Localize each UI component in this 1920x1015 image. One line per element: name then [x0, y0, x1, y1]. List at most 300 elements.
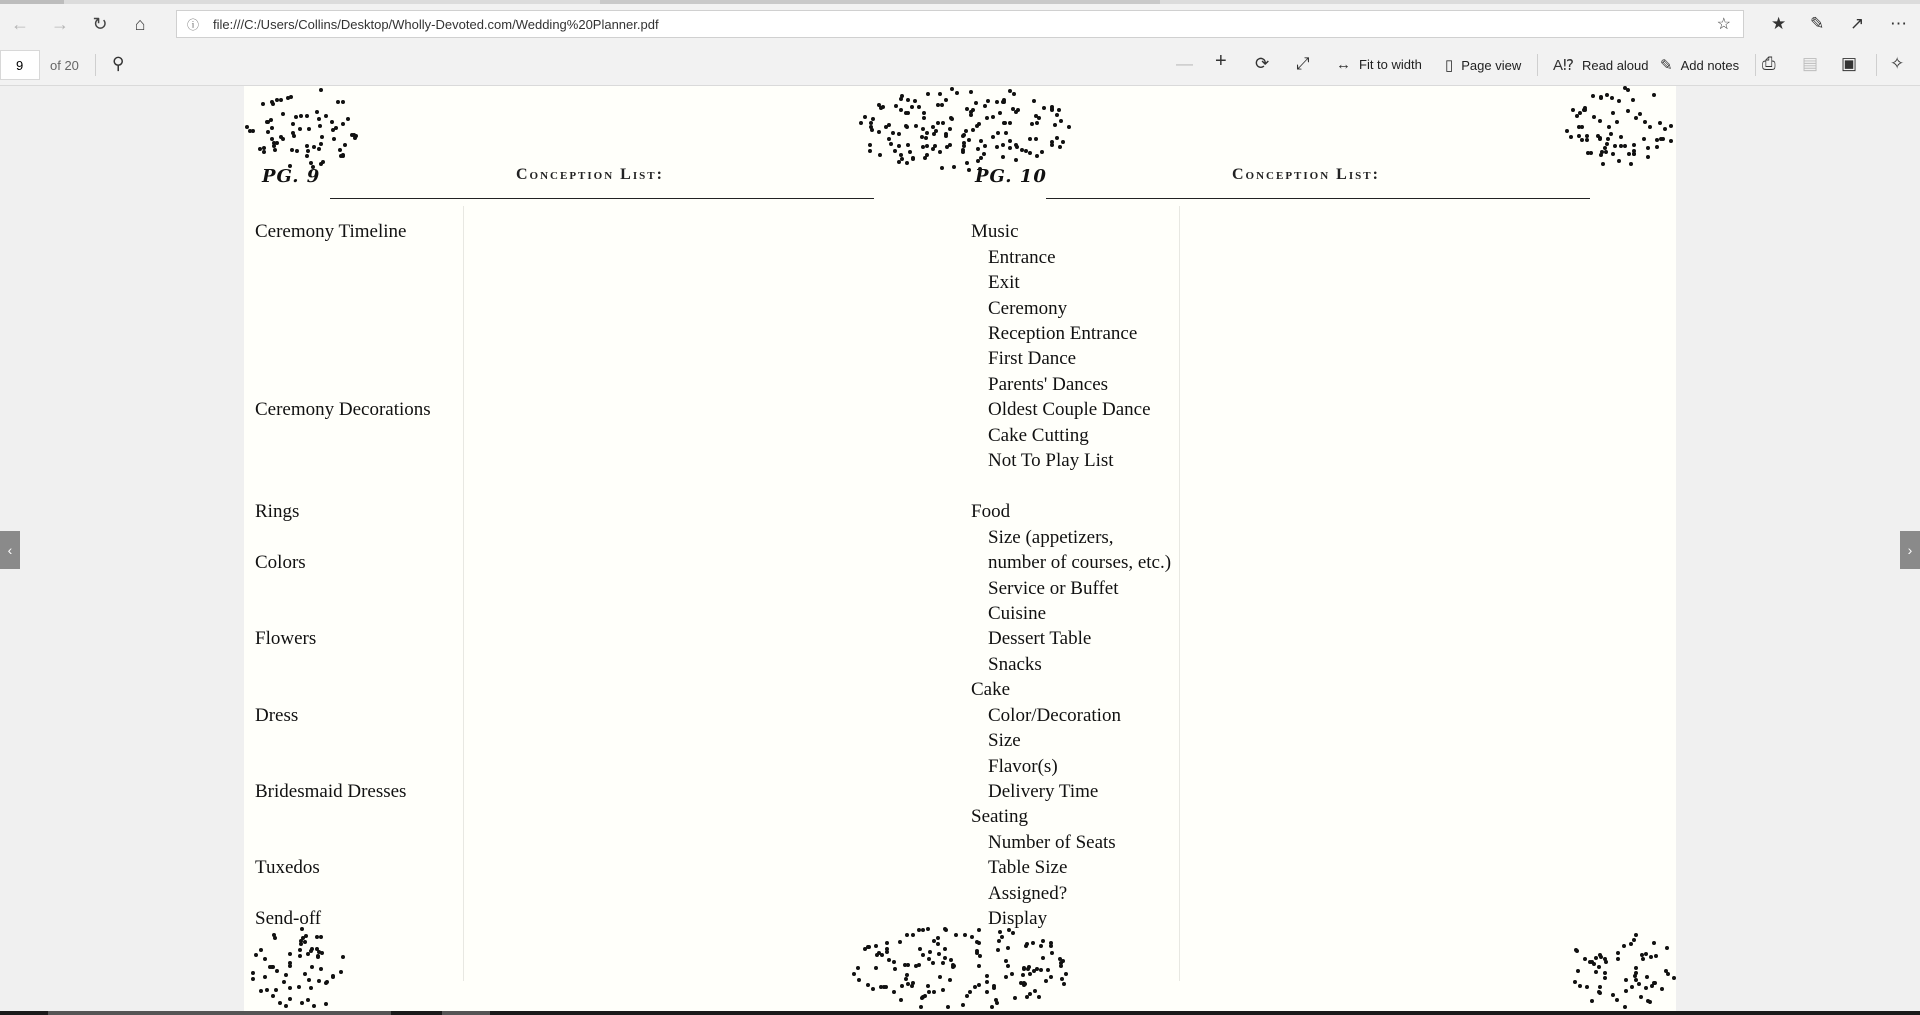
dot	[977, 983, 981, 987]
dot	[863, 115, 867, 119]
dot	[1603, 976, 1607, 980]
dot	[1630, 985, 1634, 989]
dot	[317, 950, 321, 954]
dot	[910, 984, 914, 988]
dot	[995, 1001, 999, 1005]
dot	[897, 144, 901, 148]
dot	[921, 145, 925, 149]
dot	[315, 935, 319, 939]
dot	[330, 120, 334, 124]
dot	[303, 940, 307, 944]
url-input[interactable]	[176, 10, 1744, 38]
list-item: Reception Entrance	[988, 323, 1138, 344]
dot	[286, 96, 290, 100]
dot	[948, 978, 952, 982]
dot	[1606, 137, 1610, 141]
dot	[941, 121, 945, 125]
dot	[1578, 111, 1582, 115]
page-total: of 20	[50, 58, 79, 73]
toolbar-divider	[1537, 54, 1538, 76]
dot	[1605, 142, 1609, 146]
dot	[1041, 939, 1045, 943]
dot	[985, 990, 989, 994]
dot	[897, 132, 901, 136]
dot	[1634, 978, 1638, 982]
save-icon[interactable]: ▤	[1802, 54, 1819, 73]
dot	[1011, 931, 1015, 935]
dot	[991, 115, 995, 119]
dot	[1006, 964, 1010, 968]
dot	[943, 927, 947, 931]
dot	[967, 168, 971, 172]
dot	[1605, 93, 1609, 97]
share-icon[interactable]: ↗	[1850, 14, 1865, 33]
list-item: Assigned?	[988, 883, 1068, 904]
dot	[1598, 991, 1602, 995]
dot	[1648, 125, 1652, 129]
dot	[1665, 946, 1669, 950]
dot	[1624, 989, 1628, 993]
dot	[875, 953, 879, 957]
dot	[1062, 982, 1066, 986]
dot	[962, 133, 966, 137]
list-item: Delivery Time	[988, 781, 1099, 802]
dot	[294, 115, 298, 119]
dot	[900, 984, 904, 988]
dot	[298, 954, 302, 958]
save-as-icon[interactable]: ▣	[1841, 54, 1858, 73]
dot	[1598, 119, 1602, 123]
list-item: number of courses, etc.)	[988, 552, 1172, 573]
dot	[1057, 108, 1061, 112]
dot	[290, 148, 294, 152]
dot	[1055, 136, 1059, 140]
dot	[1061, 140, 1065, 144]
dot	[941, 988, 945, 992]
dot	[899, 97, 903, 101]
dot	[925, 131, 929, 135]
dot	[1001, 143, 1005, 147]
pdf-viewport[interactable]	[0, 86, 1920, 1015]
dot	[1654, 954, 1658, 958]
list-item: Cake Cutting	[988, 425, 1089, 446]
dot	[339, 970, 343, 974]
dot	[1615, 998, 1619, 1002]
info-icon[interactable]: ⓘ	[187, 18, 200, 32]
dot	[908, 150, 912, 154]
dot	[893, 967, 897, 971]
dot	[1590, 999, 1594, 1003]
dot	[892, 960, 896, 964]
column-rule	[463, 206, 464, 981]
more-icon[interactable]: ⋯	[1890, 14, 1907, 33]
dot	[977, 122, 981, 126]
dot	[998, 930, 1002, 934]
dot	[299, 114, 303, 118]
read-aloud-label: Read aloud	[1582, 57, 1649, 73]
dot	[887, 123, 891, 127]
dot	[1601, 162, 1605, 166]
dot	[1000, 935, 1004, 939]
dot	[1021, 973, 1025, 977]
dot	[866, 983, 870, 987]
next-page-icon[interactable]: ›	[1900, 531, 1920, 569]
dot	[921, 127, 925, 131]
dot	[1599, 95, 1603, 99]
dot	[897, 160, 901, 164]
dot	[904, 111, 908, 115]
previous-page-icon[interactable]: ‹	[0, 531, 20, 569]
dot	[911, 157, 915, 161]
dot	[977, 964, 981, 968]
dot	[985, 974, 989, 978]
dot	[1008, 139, 1012, 143]
dot	[950, 87, 954, 91]
zoom-out-icon[interactable]: —	[1176, 54, 1193, 73]
dot	[961, 150, 965, 154]
dot	[962, 144, 966, 148]
dot	[1598, 137, 1602, 141]
dot	[319, 142, 323, 146]
dot	[950, 117, 954, 121]
dot	[259, 989, 263, 993]
zoom-in-icon[interactable]: +	[1215, 50, 1227, 72]
dot	[1055, 113, 1059, 117]
dot	[1576, 969, 1580, 973]
dot	[1627, 152, 1631, 156]
list-item: Seating	[971, 806, 1028, 827]
dot	[857, 978, 861, 982]
dot	[1067, 125, 1071, 129]
page-label: PG. 10	[975, 166, 1047, 187]
dot	[1610, 96, 1614, 100]
dot	[254, 953, 258, 957]
dot	[970, 935, 974, 939]
dot	[1583, 106, 1587, 110]
dot	[903, 963, 907, 967]
dot	[1049, 941, 1053, 945]
fit-to-width-button[interactable]	[1336, 56, 1422, 73]
dot	[891, 131, 895, 135]
read-aloud-icon: A⁉	[1553, 57, 1574, 74]
dot	[893, 149, 897, 153]
dot	[877, 130, 881, 134]
fit-to-width-label: Fit to width	[1359, 57, 1422, 72]
dot	[985, 116, 989, 120]
dot	[305, 154, 309, 158]
dot	[926, 984, 930, 988]
dot	[336, 100, 340, 104]
dot	[295, 149, 299, 153]
dot	[271, 994, 275, 998]
dot	[899, 108, 903, 112]
dot	[263, 957, 267, 961]
dot	[905, 933, 909, 937]
dot	[952, 165, 956, 169]
dot	[955, 91, 959, 95]
dot	[331, 128, 335, 132]
dot	[1053, 123, 1057, 127]
read-aloud-button[interactable]	[1553, 56, 1649, 74]
dot	[927, 990, 931, 994]
dot	[954, 933, 958, 937]
dot	[1649, 955, 1653, 959]
dot	[262, 150, 266, 154]
dot	[1049, 975, 1053, 979]
dot	[868, 149, 872, 153]
dot	[1603, 971, 1607, 975]
forward-arrow-icon[interactable]: →	[51, 13, 69, 34]
dot	[1580, 138, 1584, 142]
list-item: Parents' Dances	[988, 374, 1109, 395]
dot	[889, 142, 893, 146]
dot	[926, 92, 930, 96]
list-item: Rings	[255, 501, 300, 522]
dot	[300, 1001, 304, 1005]
dot	[917, 105, 921, 109]
dot	[315, 110, 319, 114]
dot	[995, 100, 999, 104]
dot	[1064, 972, 1068, 976]
dot	[1652, 93, 1656, 97]
dot	[879, 106, 883, 110]
dot	[341, 955, 345, 959]
dot	[1039, 944, 1043, 948]
list-item: Music	[971, 221, 1019, 242]
dot	[978, 954, 982, 958]
toolbar-divider	[95, 54, 96, 76]
home-icon[interactable]: ⌂	[134, 13, 146, 34]
dot	[1632, 938, 1636, 942]
dot	[871, 987, 875, 991]
star-icon[interactable]: ☆	[1716, 16, 1731, 33]
dot	[969, 90, 973, 94]
list-item: Ceremony Decorations	[255, 399, 431, 420]
dot	[1004, 959, 1008, 963]
page-view-button[interactable]	[1445, 56, 1521, 74]
dot	[921, 953, 925, 957]
dot	[288, 964, 292, 968]
dot	[1622, 944, 1626, 948]
dot	[1646, 155, 1650, 159]
dot	[996, 948, 1000, 952]
dot	[961, 1003, 965, 1007]
dot	[1004, 131, 1008, 135]
list-item: Not To Play List	[988, 450, 1114, 471]
dot	[1669, 139, 1673, 143]
rotate-icon[interactable]: ⟳	[1255, 54, 1270, 73]
favorites-icon[interactable]: ★	[1771, 14, 1787, 33]
dot	[303, 972, 307, 976]
dot	[948, 143, 952, 147]
dot	[1573, 980, 1577, 984]
dot	[1585, 134, 1589, 138]
dot	[1039, 968, 1043, 972]
dot	[936, 942, 940, 946]
dot	[852, 972, 856, 976]
list-item: Display	[988, 908, 1048, 929]
dot	[991, 135, 995, 139]
dot	[261, 102, 265, 106]
dot	[936, 103, 940, 107]
dot	[259, 948, 263, 952]
dot	[899, 998, 903, 1002]
dot	[996, 131, 1000, 135]
dot	[1631, 98, 1635, 102]
address-bar	[0, 4, 1920, 44]
search-icon[interactable]: ⚲	[112, 54, 125, 73]
dot	[266, 130, 270, 134]
page-heading: Conception List:	[516, 166, 664, 183]
dot	[951, 965, 955, 969]
dot	[262, 146, 266, 150]
dot	[1653, 981, 1657, 985]
dot	[1660, 987, 1664, 991]
dot	[338, 148, 342, 152]
dot	[1012, 92, 1016, 96]
dot	[1645, 975, 1649, 979]
list-item: Colors	[255, 552, 306, 573]
dot	[331, 975, 335, 979]
back-arrow-icon[interactable]: ←	[11, 13, 29, 34]
dot	[1604, 960, 1608, 964]
dot	[965, 994, 969, 998]
dot	[312, 1004, 316, 1008]
list-item: Color/Decoration	[988, 705, 1121, 726]
dot	[1661, 137, 1665, 141]
dot	[291, 122, 295, 126]
dot	[1585, 985, 1589, 989]
dot	[292, 134, 296, 138]
list-item: Size (appetizers,	[988, 527, 1114, 548]
dot	[921, 995, 925, 999]
dot	[1006, 946, 1010, 950]
dot	[943, 956, 947, 960]
taskbar-segment	[48, 1011, 391, 1015]
url-text[interactable]: file:///C:/Users/Collins/Desktop/Wholly-Devoted.com/Wedding%20Planner.pdf	[213, 17, 659, 32]
dot	[318, 124, 322, 128]
dot	[911, 933, 915, 937]
dot	[319, 88, 323, 92]
dot	[936, 936, 940, 940]
dot	[306, 149, 310, 153]
dot	[1022, 981, 1026, 985]
dot	[976, 159, 980, 163]
dot	[919, 1005, 923, 1009]
dot	[1652, 941, 1656, 945]
dot	[1600, 150, 1604, 154]
dot	[1634, 933, 1638, 937]
refresh-icon[interactable]: ↻	[92, 13, 108, 34]
list-item: Bridesmaid Dresses	[255, 781, 407, 802]
dot	[305, 114, 309, 118]
dot	[922, 116, 926, 120]
dot	[1050, 140, 1054, 144]
dot	[1026, 967, 1030, 971]
dot	[1565, 129, 1569, 133]
page-view-label: Page view	[1461, 57, 1522, 73]
dot	[997, 939, 1001, 943]
dot	[1640, 953, 1644, 957]
dot	[1578, 984, 1582, 988]
dot	[1001, 155, 1005, 159]
dot	[341, 122, 345, 126]
dot	[284, 1004, 288, 1008]
print-icon[interactable]: ⎙	[1762, 54, 1776, 73]
dot	[1643, 120, 1647, 124]
dot	[1594, 956, 1598, 960]
dot	[273, 148, 277, 152]
dot	[298, 948, 302, 952]
dot	[874, 944, 878, 948]
dot	[932, 990, 936, 994]
dot	[969, 110, 973, 114]
dot	[904, 977, 908, 981]
dot	[1034, 137, 1038, 141]
dot	[298, 127, 302, 131]
dot	[941, 961, 945, 965]
pin-icon[interactable]: ✧	[1890, 54, 1905, 73]
dot	[1014, 158, 1018, 162]
add-notes-button[interactable]	[1660, 56, 1739, 74]
dot	[263, 975, 267, 979]
dot	[923, 156, 927, 160]
dot	[943, 947, 947, 951]
dot	[937, 952, 941, 956]
dot	[940, 103, 944, 107]
dot	[986, 99, 990, 103]
dot	[1619, 135, 1623, 139]
heading-rule	[1046, 198, 1590, 199]
dot	[319, 935, 323, 939]
dot	[1003, 121, 1007, 125]
dot	[976, 147, 980, 151]
dot	[288, 952, 292, 956]
dot	[297, 985, 301, 989]
dot	[307, 978, 311, 982]
dot	[1597, 965, 1601, 969]
dot	[1050, 107, 1054, 111]
dot	[1672, 976, 1676, 980]
list-item: Entrance	[988, 247, 1056, 268]
dot	[938, 92, 942, 96]
dot	[1611, 993, 1615, 997]
page-number-input[interactable]: 9	[0, 50, 40, 80]
toolbar-divider	[1755, 54, 1756, 76]
dot	[931, 147, 935, 151]
dot	[910, 105, 914, 109]
dot	[248, 129, 252, 133]
toolbar-divider	[1876, 54, 1877, 76]
dot	[1598, 985, 1602, 989]
dot	[317, 147, 321, 151]
dot	[949, 958, 953, 962]
list-item: First Dance	[988, 348, 1077, 369]
dot	[1634, 966, 1638, 970]
dot	[346, 117, 350, 121]
dot	[270, 137, 274, 141]
dot	[1638, 112, 1642, 116]
list-item: Service or Buffet	[988, 578, 1119, 599]
dot	[1589, 151, 1593, 155]
dot	[948, 127, 952, 131]
dot	[936, 121, 940, 125]
pen-icon[interactable]: ✎	[1810, 14, 1825, 33]
list-item: Ceremony Timeline	[255, 221, 407, 242]
dot	[282, 980, 286, 984]
dot	[1613, 144, 1617, 148]
fullscreen-icon[interactable]: ⤢	[1296, 54, 1310, 73]
